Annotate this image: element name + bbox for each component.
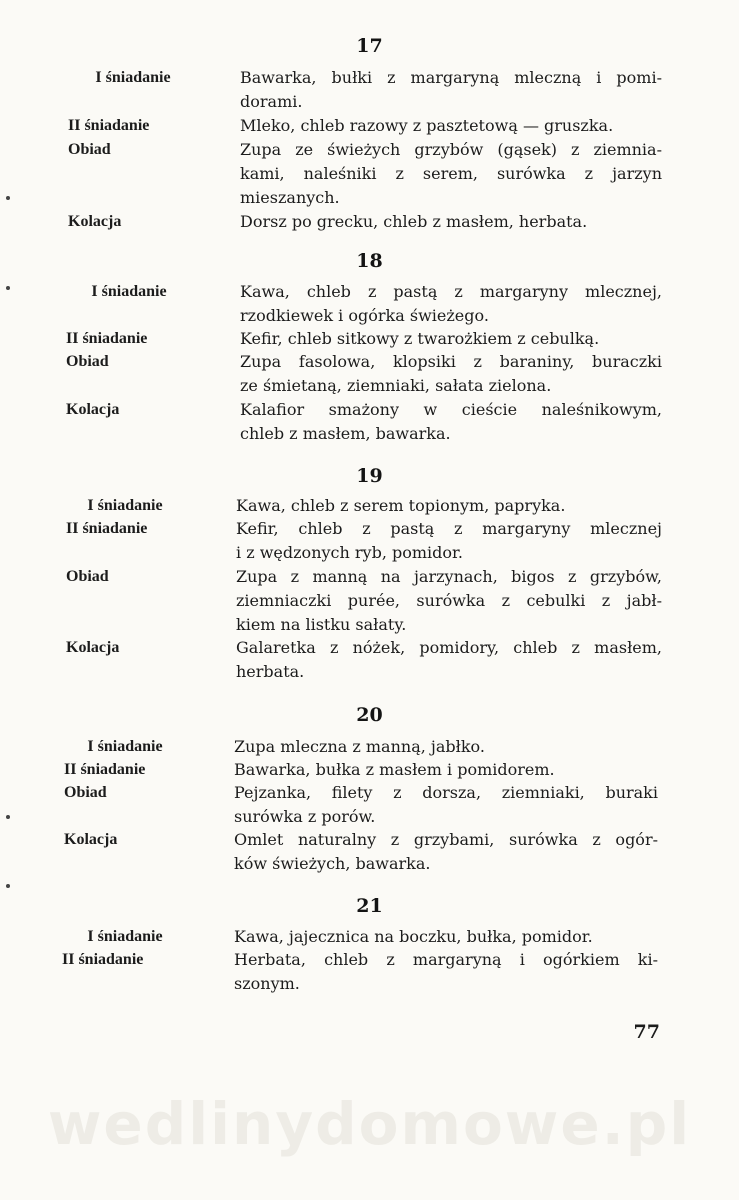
meal-text [240,280,662,328]
meal-text [236,565,662,637]
meal-text [234,735,658,759]
meal-label: II śniadanie [62,951,144,968]
meal-line: Dorsz po grecku, chleb z masłem, herbata. [240,212,588,231]
meal-label: Kolacja [66,639,120,656]
watermark: wedlinydomowe.pl [47,1090,692,1158]
meal-line: Zupa fasolowa, klopsiki z baraniny, buraczki [240,352,662,371]
meal-line: Kefir, chleb z pastą z margaryny mlecznej [236,519,662,538]
meal-label: I śniadanie [91,283,167,300]
meal-text [234,828,658,876]
meal-line: mieszanych. [240,188,340,207]
day-18-heading: 18 [356,250,383,272]
meal-label: I śniadanie [87,738,163,755]
meal-label: II śniadanie [68,117,150,134]
meal-line: Mleko, chleb razowy z pasztetową — gruszka. [240,116,614,135]
print-speck [6,286,10,290]
day-19-heading: 19 [356,465,383,487]
meal-line: rzodkiewek i ogórka świeżego. [240,306,489,325]
meal-label: Kolacja [68,213,122,230]
meal-label: II śniadanie [66,330,148,347]
meal-text [234,781,658,829]
day-21-heading: 21 [356,895,383,917]
meal-text [234,948,658,996]
meal-text [240,114,662,138]
meal-text [240,398,662,446]
meal-label: I śniadanie [95,69,171,86]
meal-label: Obiad [66,353,109,370]
meal-line: Omlet naturalny z grzybami, surówka z ogór- [234,830,658,849]
print-speck [6,884,10,888]
meal-line: kami, naleśniki z serem, surówka z jarzyn [240,164,662,183]
meal-line: ze śmietaną, ziemniaki, sałata zielona. [240,376,552,395]
meal-text [236,494,662,518]
meal-text [240,66,662,114]
meal-label: II śniadanie [66,520,148,537]
meal-line: Zupa ze świeżych grzybów (gąsek) z ziemnia- [240,140,662,159]
meal-line: Kefir, chleb sitkowy z twarożkiem z cebulką. [240,329,600,348]
meal-line: surówka z porów. [234,807,376,826]
meal-label: I śniadanie [87,928,163,945]
meal-label: Kolacja [66,401,120,418]
meal-line: ków świeżych, bawarka. [234,854,431,873]
meal-text [236,636,662,684]
meal-line: kiem na listku sałaty. [236,615,407,634]
meal-label: Kolacja [64,831,118,848]
meal-line: Zupa z manną na jarzynach, bigos z grzybów, [236,567,662,586]
print-speck [6,815,10,819]
day-20-heading: 20 [356,704,383,726]
meal-label: II śniadanie [64,761,146,778]
meal-line: Kalafior smażony w cieście naleśnikowym, [240,400,662,419]
meal-line: herbata. [236,662,305,681]
meal-line: Herbata, chleb z margaryną i ogórkiem ki- [234,950,658,969]
meal-line: ziemniaczki purée, surówka z cebulki z jabł- [236,591,662,610]
meal-label: Obiad [68,141,111,158]
day-17-heading: 17 [356,35,383,57]
meal-line: Kawa, chleb z pastą z margaryny mlecznej, [240,282,662,301]
meal-line: Kawa, chleb z serem topionym, papryka. [236,496,566,515]
meal-label: I śniadanie [87,497,163,514]
meal-text [240,327,662,351]
meal-line: Pejzanka, filety z dorsza, ziemniaki, buraki [234,783,658,802]
meal-text [236,517,662,565]
print-speck [6,196,10,200]
meal-line: szonym. [234,974,300,993]
meal-line: dorami. [240,92,303,111]
page-number: 77 [633,1021,660,1043]
meal-text [240,138,662,210]
meal-line: Bawarka, bułki z margaryną mleczną i pomi- [240,68,662,87]
meal-text [240,350,662,398]
meal-line: Bawarka, bułka z masłem i pomidorem. [234,760,555,779]
meal-text [234,925,658,949]
meal-label: Obiad [64,784,107,801]
meal-label: Obiad [66,568,109,585]
meal-text [240,210,662,234]
meal-line: Galaretka z nóżek, pomidory, chleb z masłem, [236,638,662,657]
meal-text [234,758,658,782]
meal-line: i z wędzonych ryb, pomidor. [236,543,463,562]
meal-line: Zupa mleczna z manną, jabłko. [234,737,485,756]
meal-line: Kawa, jajecznica na boczku, bułka, pomidor. [234,927,593,946]
meal-line: chleb z masłem, bawarka. [240,424,451,443]
